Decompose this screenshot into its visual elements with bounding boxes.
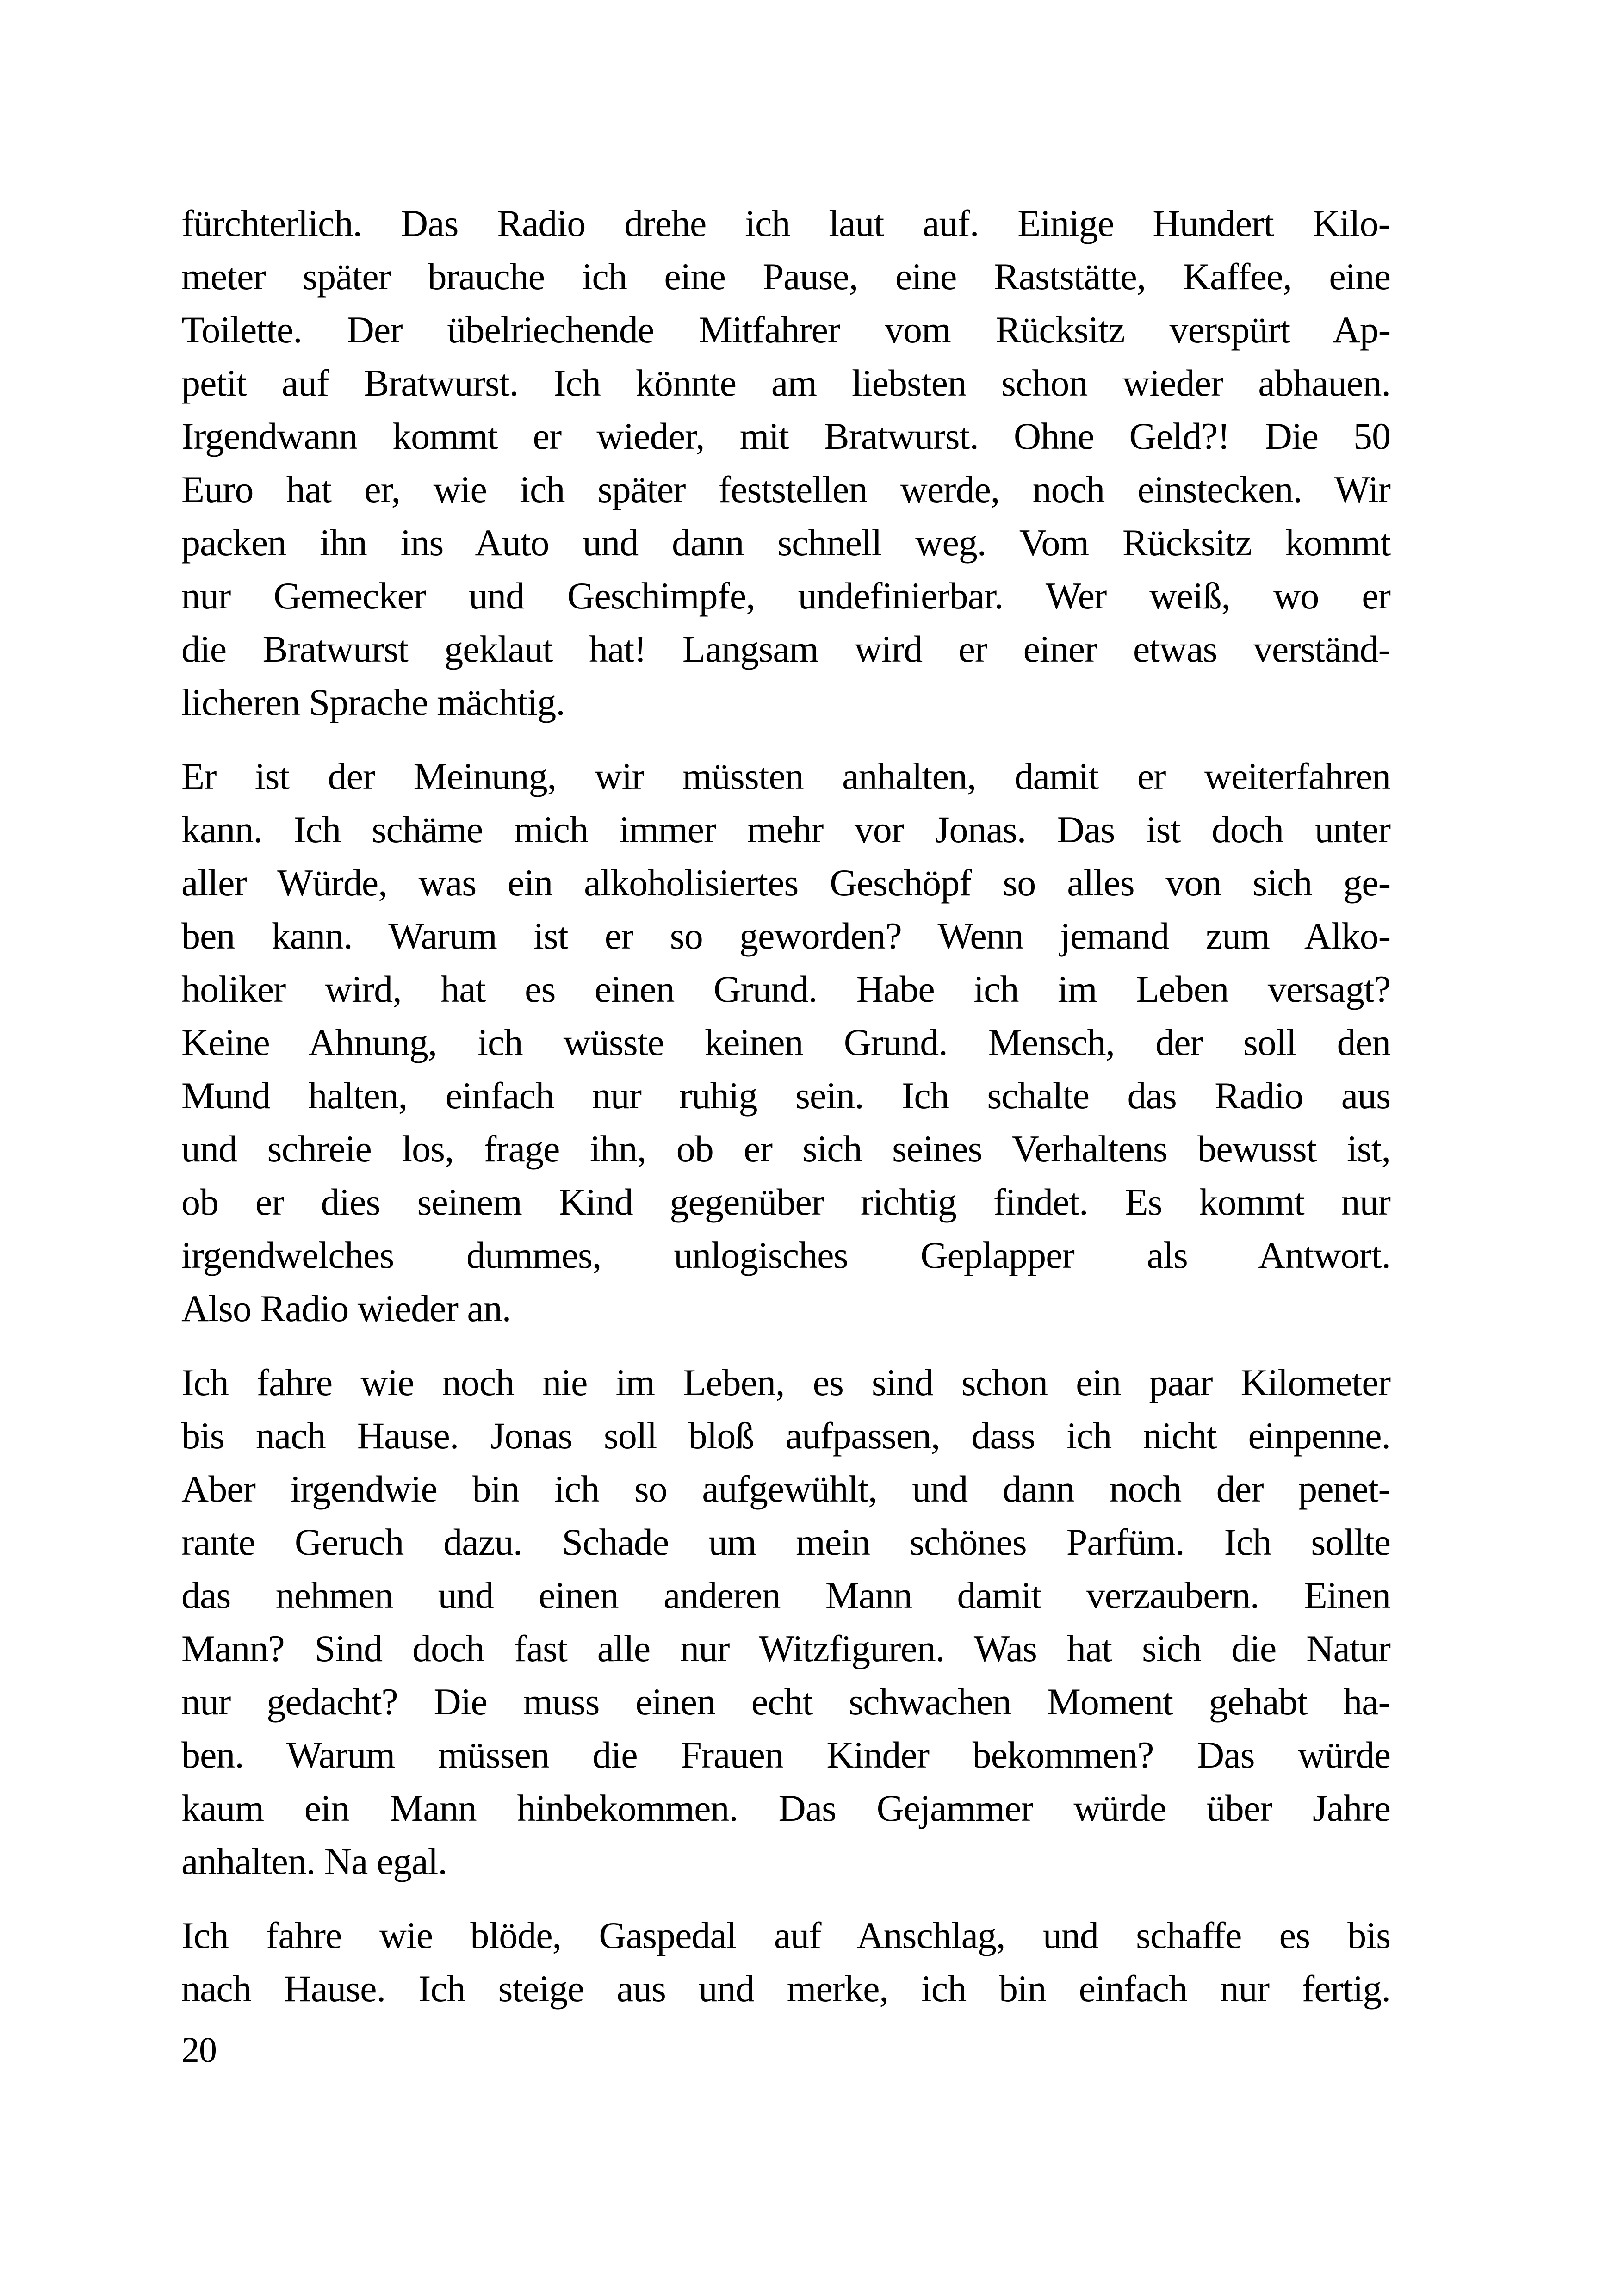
text-line: rante Geruch dazu. Schade um mein schönes Parfüm. Ich sollte [181,1521,1390,1563]
text-line: nur Gemecker und Geschimpfe, undefinierbar. Wer weiß, wo er [181,575,1390,617]
text-line: die Bratwurst geklaut hat! Langsam wird er einer etwas verständ- [181,628,1390,670]
text-line: kann. Ich schäme mich immer mehr vor Jonas. Das ist doch unter [181,808,1390,850]
paragraph [181,1356,1390,1888]
text-line: ben. Warum müssen die Frauen Kinder bekommen? Das würde [181,1734,1390,1776]
text-line: bis nach Hause. Jonas soll bloß aufpassen, dass ich nicht einpenne. [181,1415,1390,1457]
text-line: Ich fahre wie blöde, Gaspedal auf Anschlag, und schaffe es bis [181,1914,1390,1956]
text-line: und schreie los, frage ihn, ob er sich seines Verhaltens bewusst ist, [181,1128,1390,1170]
text-line: holiker wird, hat es einen Grund. Habe ich im Leben versagt? [181,968,1390,1010]
text-line: Euro hat er, wie ich später feststellen werde, noch einstecken. Wir [181,468,1390,510]
text-block [181,197,1390,2036]
text-line: packen ihn ins Auto und dann schnell weg. Vom Rücksitz kommt [181,521,1390,564]
page-number: 20 [181,2029,217,2070]
text-line: petit auf Bratwurst. Ich könnte am liebsten schon wieder abhauen. [181,362,1390,404]
text-line: meter später brauche ich eine Pause, eine Raststätte, Kaffee, eine [181,255,1390,298]
text-line: licheren Sprache mächtig. [181,681,565,723]
text-line: fürchterlich. Das Radio drehe ich laut auf. Einige Hundert Kilo- [181,202,1390,244]
text-line: Irgendwann kommt er wieder, mit Bratwurst. Ohne Geld?! Die 50 [181,415,1390,457]
text-line: aller Würde, was ein alkoholisiertes Geschöpf so alles von sich ge- [181,862,1390,904]
text-line: Ich fahre wie noch nie im Leben, es sind schon ein paar Kilometer [181,1361,1390,1403]
text-line: Toilette. Der übelriechende Mitfahrer vom Rücksitz verspürt Ap- [181,309,1390,351]
text-line: Keine Ahnung, ich wüsste keinen Grund. Mensch, der soll den [181,1021,1390,1063]
text-line: anhalten. Na egal. [181,1840,447,1882]
text-line: ben kann. Warum ist er so geworden? Wenn jemand zum Alko- [181,915,1390,957]
text-line: kaum ein Mann hinbekommen. Das Gejammer würde über Jahre [181,1787,1390,1829]
text-line: nur gedacht? Die muss einen echt schwachen Moment gehabt ha- [181,1681,1390,1723]
paragraph [181,197,1390,729]
text-line: das nehmen und einen anderen Mann damit verzaubern. Einen [181,1574,1390,1616]
text-line: Also Radio wieder an. [181,1287,511,1329]
text-line: Aber irgendwie bin ich so aufgewühlt, und dann noch der penet- [181,1468,1390,1510]
text-line: ob er dies seinem Kind gegenüber richtig findet. Es kommt nur [181,1181,1390,1223]
paragraph [181,1909,1390,2015]
text-line: irgendwelches dummes, unlogisches Geplapper als Antwort. [181,1234,1390,1276]
paragraph [181,750,1390,1335]
text-line: Er ist der Meinung, wir müssten anhalten, damit er weiterfahren [181,755,1390,797]
text-line: nach Hause. Ich steige aus und merke, ich bin einfach nur fertig. [181,1967,1390,2010]
text-line: Mann? Sind doch fast alle nur Witzfiguren. Was hat sich die Natur [181,1627,1390,1669]
text-line: Mund halten, einfach nur ruhig sein. Ich schalte das Radio aus [181,1074,1390,1117]
